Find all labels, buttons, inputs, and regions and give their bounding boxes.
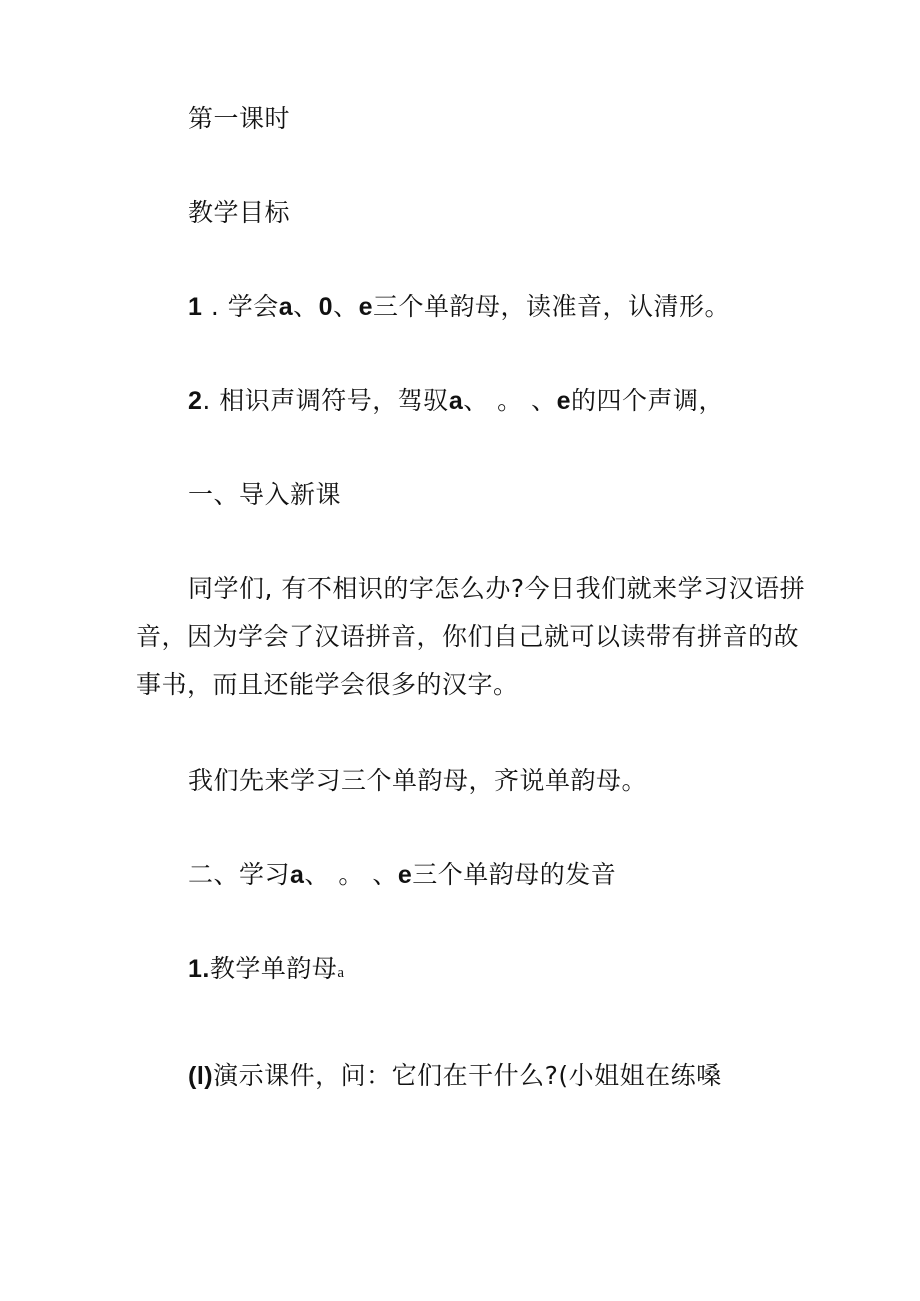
goal-1-letter-e: e bbox=[358, 293, 373, 321]
goal-1-text-b: 三个单韵母，读准音，认清形。 bbox=[373, 292, 731, 321]
section-2-title-text-b: 三个单韵母的发音 bbox=[412, 860, 617, 889]
goal-2-text-a: . 相识声调符号，驾驭 bbox=[202, 386, 449, 415]
goal-1-letter-o: 0 bbox=[318, 293, 334, 321]
heading-period: 第一课时 bbox=[188, 104, 291, 133]
goal-2-number: 2 bbox=[188, 387, 203, 415]
goal-1-letter-a: a bbox=[278, 293, 294, 321]
goal-2-letter-a: a bbox=[448, 387, 464, 415]
goal-1-sep-2: 、 bbox=[333, 292, 359, 321]
section-1-paragraph: 同学们, 有不相识的字怎么办?今日我们就来学习汉语拼音，因为学会了汉语拼音，你们自己就可以读带有拼音的故事书，而且还能学会很多的汉字。 bbox=[136, 574, 806, 699]
goal-1-sep-1: 、 bbox=[293, 292, 319, 321]
item-1-number: 1. bbox=[188, 955, 210, 983]
item-1-sub: a bbox=[337, 965, 345, 981]
goal-2-mid: 、 。 、 bbox=[463, 386, 557, 415]
section-2-title-text-a: 二、学习 bbox=[188, 860, 291, 889]
section-2-letter-e: e bbox=[397, 861, 413, 889]
item-1-text: 教学单韵母 bbox=[209, 954, 338, 983]
item-1 bbox=[188, 954, 345, 988]
goal-2-letter-e: e bbox=[556, 387, 572, 415]
goal-1 bbox=[188, 292, 730, 322]
section-2-letter-a: a bbox=[290, 861, 305, 889]
section-2-title bbox=[188, 860, 616, 890]
goal-1-number: 1 bbox=[188, 293, 203, 321]
goal-2 bbox=[188, 386, 724, 416]
item-1-1 bbox=[188, 1061, 722, 1091]
section-2-mid: 、 。 、 bbox=[304, 860, 398, 889]
item-1-1-text: 演示课件，问：它们在干什么?(小姐姐在练嗓 bbox=[213, 1061, 722, 1090]
goal-1-text-a: . 学会 bbox=[202, 292, 279, 321]
section-1-title: 一、导入新课 bbox=[188, 480, 342, 509]
goal-2-text-b: 的四个声调， bbox=[571, 386, 725, 415]
section-1-paragraph-2: 我们先来学习三个单韵母，齐说单韵母。 bbox=[188, 766, 648, 795]
item-1-1-number: (l) bbox=[188, 1062, 214, 1090]
heading-goals: 教学目标 bbox=[188, 198, 291, 227]
